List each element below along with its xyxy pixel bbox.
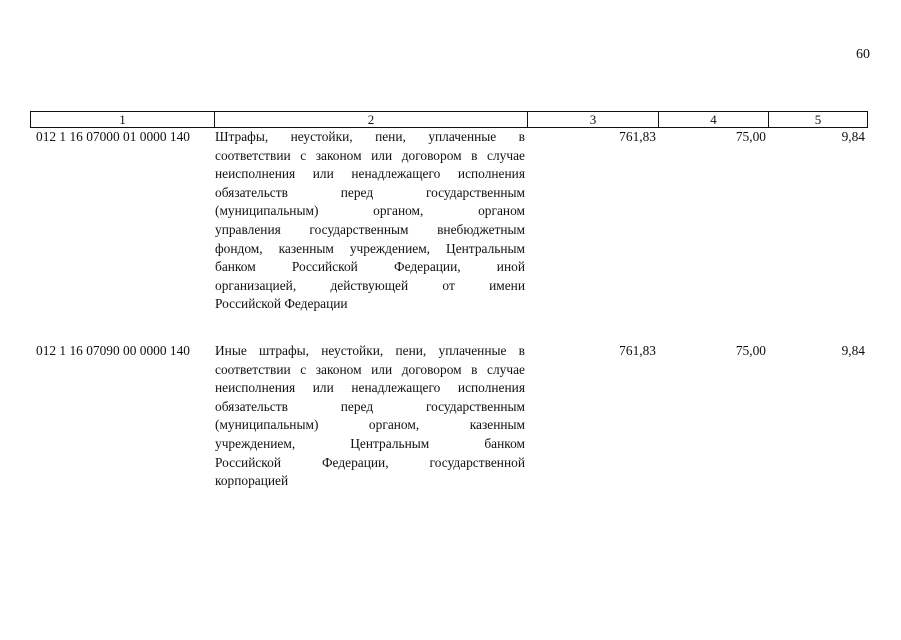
header-col-2: 2 [215, 112, 528, 127]
value-col-4: 75,00 [735, 343, 766, 358]
description-line: Штрафы, неустойки, пени, уплаченные в [215, 129, 525, 144]
description-line: соответствии с законом или договором в случае [215, 361, 525, 377]
description-line: (муниципальным) органом, органом [215, 203, 525, 219]
description-line: фондом, казенным учреждением, Центральным [215, 240, 525, 256]
description-line: учреждением, Центральным банком [215, 435, 525, 451]
description-line: управления государственным внебюджетным [215, 221, 525, 237]
budget-code: 012 1 16 07000 01 0000 140 [36, 129, 190, 144]
row-description [215, 128, 525, 314]
value-col-3: 761,83 [619, 129, 656, 144]
description-line: Иные штрафы, неустойки, пени, уплаченные в [215, 343, 525, 358]
description-line: банком Российской Федерации, иной [215, 259, 525, 275]
description-line: (муниципальным) органом, казенным [215, 417, 525, 433]
description-line: Российской Федерации [215, 296, 348, 312]
page-number: 60 [856, 47, 870, 62]
description-line: организацией, действующей от имени [215, 277, 525, 293]
description-line: корпорацией [215, 473, 289, 489]
description-line: неисполнения или ненадлежащего исполнения [215, 380, 525, 396]
value-col-5: 9,84 [841, 343, 865, 358]
value-col-5: 9,84 [841, 129, 865, 144]
header-col-3: 3 [528, 112, 659, 127]
description-line: неисполнения или ненадлежащего исполнения [215, 166, 525, 182]
table-header-row [30, 111, 868, 128]
value-col-3: 761,83 [619, 343, 656, 358]
header-col-4: 4 [659, 112, 769, 127]
description-line: обязательств перед государственным [215, 184, 525, 200]
description-line: соответствии с законом или договором в случае [215, 147, 525, 163]
value-col-4: 75,00 [735, 129, 766, 144]
description-line: Российской Федерации, государственной [215, 454, 525, 470]
budget-code: 012 1 16 07090 00 0000 140 [36, 343, 190, 358]
header-col-1: 1 [31, 112, 215, 127]
description-line: обязательств перед государственным [215, 398, 525, 414]
header-col-5: 5 [814, 112, 822, 127]
row-description [215, 342, 525, 491]
